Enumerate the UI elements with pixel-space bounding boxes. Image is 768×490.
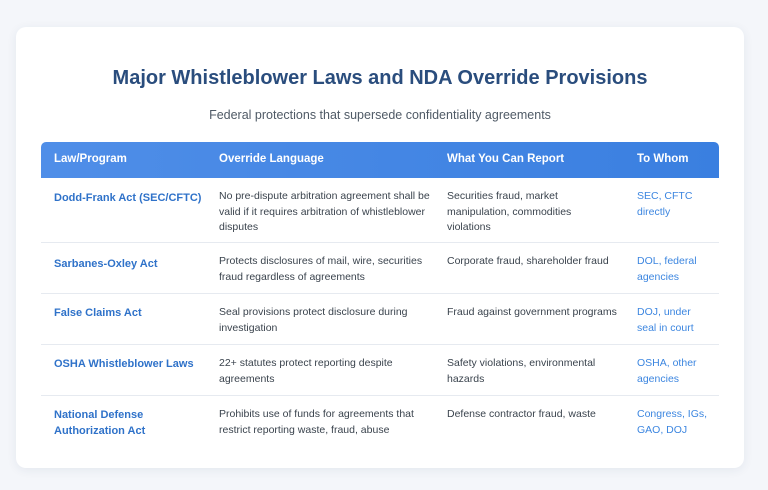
- header-report: What You Can Report: [447, 153, 565, 165]
- override-language: Prohibits use of funds for agreements that restrict reporting waste, fraud, abuse: [219, 408, 414, 436]
- law-name: Dodd-Frank Act (SEC/CFTC): [54, 192, 202, 204]
- header-override: Override Language: [219, 153, 324, 165]
- header-whom: To Whom: [637, 153, 689, 165]
- header-law: Law/Program: [54, 153, 127, 165]
- table-row: [41, 243, 719, 294]
- report-to: SEC, CFTC directly: [637, 190, 693, 218]
- report-to: DOJ, under seal in court: [637, 306, 694, 334]
- law-name: National Defense Authorization Act: [54, 409, 146, 437]
- override-language: 22+ statutes protect reporting despite agreements: [219, 357, 393, 385]
- table-row: [41, 396, 719, 454]
- page-title: Major Whistleblower Laws and NDA Override Provisions: [112, 67, 648, 89]
- report-to: OSHA, other agencies: [637, 357, 697, 385]
- law-name: False Claims Act: [54, 307, 142, 319]
- reportable-items: Securities fraud, market manipulation, commodities violations: [447, 190, 572, 233]
- table-header: [41, 142, 719, 178]
- law-name: OSHA Whistleblower Laws: [54, 358, 194, 370]
- reportable-items: Fraud against government programs: [447, 306, 617, 318]
- override-language: Seal provisions protect disclosure during investigation: [219, 306, 408, 334]
- reportable-items: Defense contractor fraud, waste: [447, 408, 596, 420]
- report-to: Congress, IGs, GAO, DOJ: [637, 408, 708, 436]
- content-card: [16, 27, 744, 468]
- override-language: Protects disclosures of mail, wire, securities fraud regardless of agreements: [219, 255, 423, 283]
- table-row: [41, 178, 719, 243]
- reportable-items: Corporate fraud, shareholder fraud: [447, 255, 609, 267]
- override-language: No pre-dispute arbitration agreement shall be valid if it requires arbitration of whistleblower disputes: [219, 190, 430, 233]
- page-subtitle: Federal protections that supersede confidentiality agreements: [209, 108, 551, 122]
- report-to: DOL, federal agencies: [637, 255, 697, 283]
- table-row: [41, 345, 719, 396]
- reportable-items: Safety violations, environmental hazards: [447, 357, 596, 385]
- laws-table: [41, 142, 719, 454]
- table-row: [41, 294, 719, 345]
- law-name: Sarbanes-Oxley Act: [54, 258, 158, 270]
